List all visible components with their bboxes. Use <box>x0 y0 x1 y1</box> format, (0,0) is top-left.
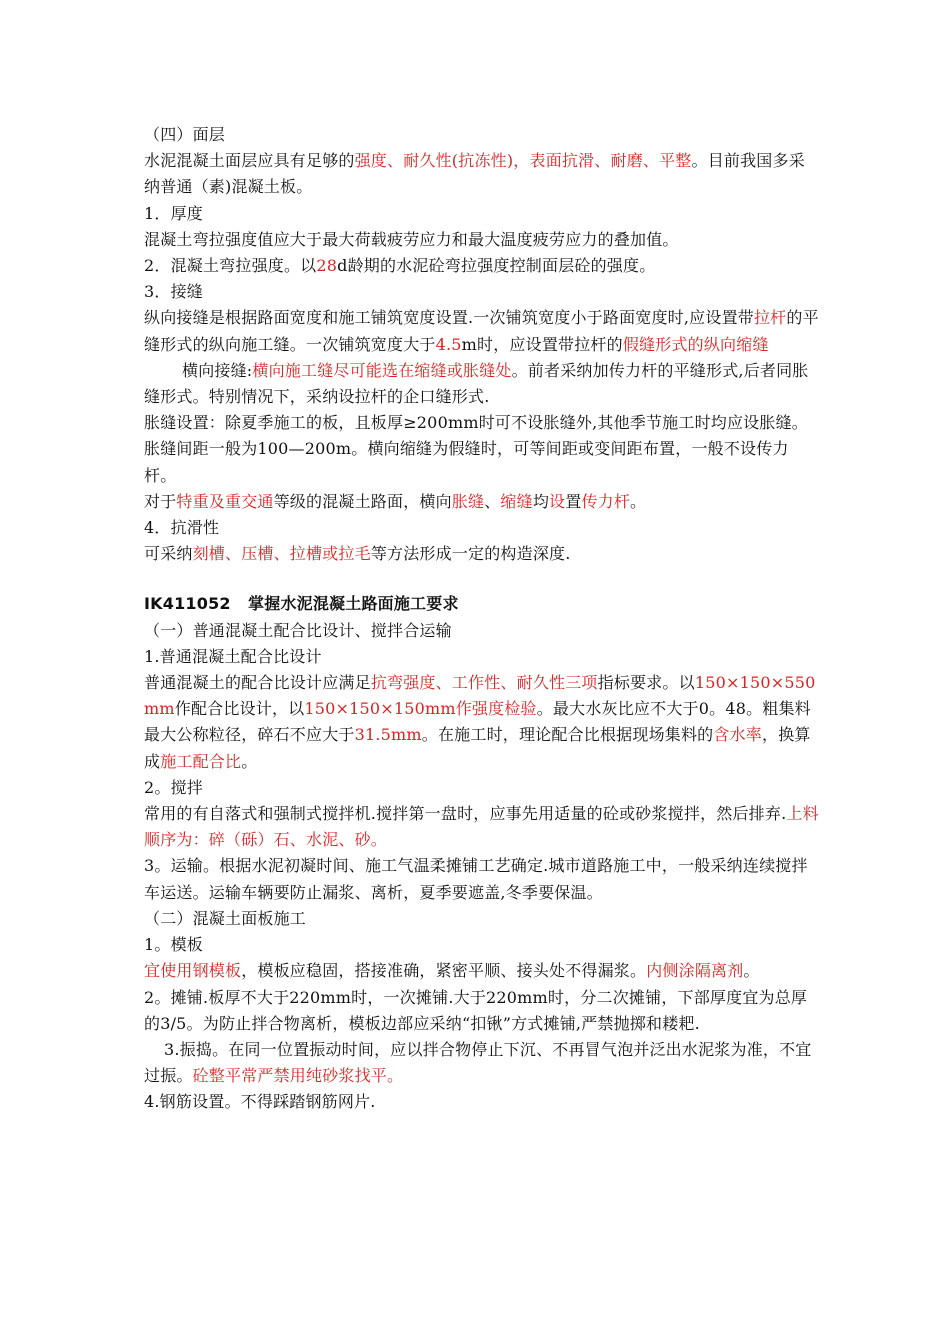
text-run: 3.振捣。在同一位置振动时间，应以拌合物停止下沉、不再冒气泡并泛出水泥浆为准，不宜过振。 <box>144 1039 812 1086</box>
text-run: 。 <box>743 961 760 981</box>
text-run: 普通混凝土的配合比设计应满足 <box>144 673 371 693</box>
paragraph <box>144 305 820 357</box>
highlighted-text: 31.5mm <box>354 725 422 745</box>
text-run: 等级的混凝土路面，横向 <box>273 491 452 511</box>
highlighted-text: 4.5 <box>435 334 462 354</box>
paragraph <box>144 906 820 932</box>
text-run: 常用的有自落式和强制式搅拌机.搅拌第一盘时，应事先用适量的砼或砂浆搅拌，然后排弃. <box>144 804 787 824</box>
text-run: 3．接缝 <box>144 282 203 302</box>
text-run: 。 <box>241 751 258 771</box>
text-run: 混凝土弯拉强度值应大于最大荷载疲劳应力和最大温度疲劳应力的叠加值。 <box>144 229 679 249</box>
highlighted-text: 刻槽、压槽、拉槽或拉毛 <box>192 544 371 564</box>
text-run: 1。模板 <box>144 935 203 955</box>
paragraph <box>144 410 820 489</box>
paragraph <box>144 541 820 567</box>
paragraph <box>144 775 820 801</box>
highlighted-text: 含水率 <box>713 725 762 745</box>
text-run: d龄期的水泥砼弯拉强度控制面层砼的强度。 <box>337 256 656 276</box>
text-run: （二）混凝土面板施工 <box>144 908 307 928</box>
text-run: 胀缝设置：除夏季施工的板，且板厚≥200mm时可不设胀缝外,其他季节施工时均应设胀缝。胀缝间距一般为100—200m。横向缩缝为假缝时，可等间距或变间距布置，一般不设传力杆。 <box>144 413 808 485</box>
highlighted-text: 28 <box>316 256 338 276</box>
highlighted-text: 传力杆 <box>581 491 631 511</box>
text-run: 2．混凝土弯拉强度。以 <box>144 256 317 276</box>
highlighted-text: 假缝形式的纵向缩缝 <box>622 334 769 354</box>
document-body <box>144 122 820 1116</box>
highlighted-text: 胀缝 <box>451 491 485 511</box>
paragraph <box>144 253 820 279</box>
text-run: 均 <box>532 491 550 511</box>
text-run: （四）面层 <box>144 125 226 144</box>
text-run: 。前者采纳加传力杆的平缝形式,后者同胀缝形式。特别情况下，采纳设拉杆的企口缝形式. <box>144 360 809 407</box>
text-run: 3。运输。根据水泥初凝时间、施工气温柔摊铺工艺确定.城市道路施工中，一般采纳连续搅拌车运送。运输车辆要防止漏浆、离析，夏季要遮盖,冬季要保温。 <box>144 856 808 902</box>
paragraph <box>144 932 820 958</box>
section-heading <box>144 591 820 617</box>
paragraph <box>144 358 820 410</box>
text-run: 等方法形成一定的构造深度. <box>370 544 571 564</box>
text-run: 1．厚度 <box>144 203 203 223</box>
highlighted-text: 宜使用钢模板 <box>144 961 242 981</box>
text-run: （一）普通混凝土配合比设计、搅拌合运输 <box>144 620 452 640</box>
highlighted-text: 上料顺序为：碎（砾）石、水泥、砂。 <box>144 804 819 850</box>
highlighted-text: 内侧涂隔离剂 <box>646 961 744 981</box>
text-run: 、 <box>484 491 501 511</box>
text-run: IK411052 掌握水泥混凝土路面施工要求 <box>144 594 459 614</box>
text-run: ，换算成 <box>144 725 811 771</box>
paragraph <box>144 853 820 905</box>
paragraph <box>144 279 820 305</box>
paragraph <box>144 201 820 227</box>
paragraph <box>144 515 820 541</box>
highlighted-text: 施工配合比 <box>160 751 242 771</box>
highlighted-text: 150×150×550mm <box>144 673 816 719</box>
paragraph <box>144 1089 820 1115</box>
paragraph <box>144 644 820 670</box>
text-run: ，模板应稳固，搭接准确，紧密平顺、接头处不得漏浆。 <box>241 961 647 981</box>
highlighted-text: 设 <box>549 491 566 511</box>
text-run: 4．抗滑性 <box>144 518 220 538</box>
text-run: 对于 <box>144 491 177 511</box>
paragraph <box>144 148 820 200</box>
text-run: 4.钢筋设置。不得踩踏钢筋网片. <box>144 1092 376 1112</box>
text-run: 。目前我国多采纳普通（素)混凝土板。 <box>144 151 805 197</box>
highlighted-text: 强度、耐久性(抗冻性)，表面抗滑、耐磨、平整 <box>354 151 692 171</box>
text-run: m时，应设置带拉杆的 <box>461 334 623 354</box>
text-run: 作配合比设计，以 <box>174 699 305 719</box>
text-run: 横向接缝: <box>182 360 253 380</box>
text-run: 1.普通混凝土配合比设计 <box>144 646 322 666</box>
highlighted-text: 抗弯强度、工作性、耐久性三项 <box>370 673 598 693</box>
text-run: 。 <box>630 491 647 511</box>
text-run: 置 <box>565 491 582 511</box>
text-run: 。最大水灰比应不大于0。48。粗集料最大公称粒径，碎石不应大于 <box>144 699 811 745</box>
paragraph <box>144 958 820 984</box>
text-run: 2。摊铺.板厚不大于220mm时，一次摊铺.大于220mm时，分二次摊铺，下部厚度宜为总厚的3/5。为防止拌合物离析，模板边部应采纳“扣锹”方式摊铺,严禁抛掷和耧耙. <box>144 987 808 1033</box>
highlighted-text: 横向施工缝尽可能选在缩缝或胀缝处 <box>252 360 512 380</box>
highlighted-text: 砼整平常严禁用纯砂浆找平。 <box>192 1066 404 1086</box>
highlighted-text: 缩缝 <box>500 491 533 511</box>
highlighted-text: 150×150×150mm作强度检验 <box>304 699 537 719</box>
paragraph <box>144 489 820 515</box>
text-run: 的平缝形式的纵向施工缝。一次铺筑宽度大于 <box>144 308 819 354</box>
paragraph <box>144 1037 820 1089</box>
text-run: 水泥混凝土面层应具有足够的 <box>144 151 355 171</box>
paragraph <box>144 227 820 253</box>
highlighted-text: 特重及重交通 <box>176 491 274 511</box>
paragraph <box>144 801 820 853</box>
paragraph <box>144 618 820 644</box>
text-run: 可采纳 <box>144 544 193 564</box>
highlighted-text: 拉杆 <box>753 308 787 328</box>
text-run: 指标要求。以 <box>597 673 695 693</box>
text-run: 2。搅拌 <box>144 777 203 797</box>
paragraph <box>144 985 820 1037</box>
text-run: 纵向接缝是根据路面宽度和施工铺筑宽度设置.一次铺筑宽度小于路面宽度时,应设置带 <box>144 308 754 328</box>
paragraph <box>144 122 820 148</box>
text-run: 。在施工时，理论配合比根据现场集料的 <box>421 725 714 745</box>
paragraph <box>144 670 820 775</box>
